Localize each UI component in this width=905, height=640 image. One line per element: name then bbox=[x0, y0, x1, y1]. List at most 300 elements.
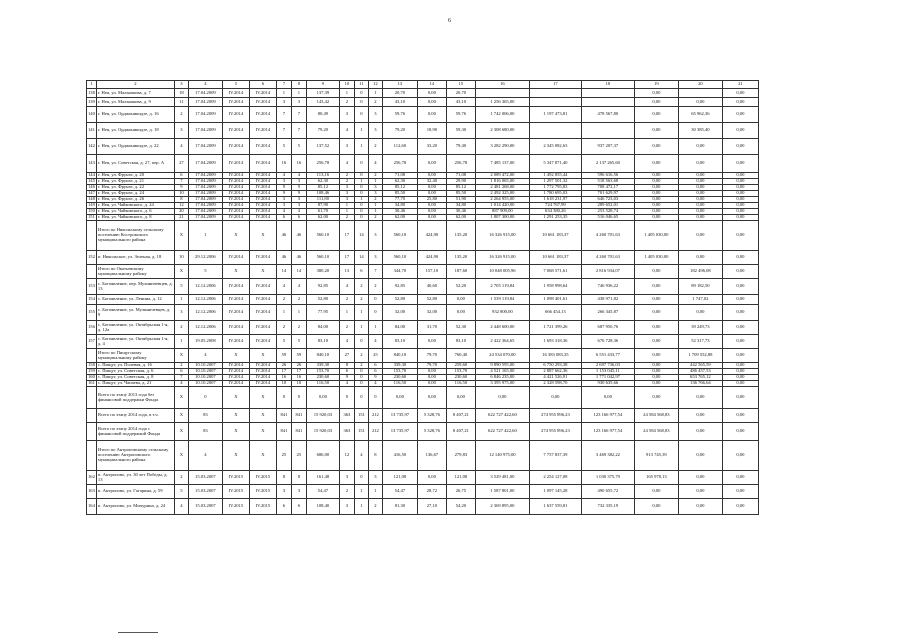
table-cell: 81,30 bbox=[382, 499, 417, 515]
table-cell: 4 521 165,00 bbox=[475, 369, 529, 375]
column-number-cell: 19 bbox=[634, 81, 678, 89]
table-cell: 0,00 bbox=[306, 387, 339, 409]
table-cell: 0,00 bbox=[722, 139, 758, 155]
table-cell: 2 254 127,08 bbox=[529, 471, 581, 485]
table-cell: 3 bbox=[368, 221, 382, 251]
column-number-cell: 17 bbox=[529, 81, 581, 89]
table-cell: 113,16 bbox=[306, 173, 339, 179]
table-cell: 256,78 bbox=[306, 155, 339, 173]
table-cell: 1 693 318,36 bbox=[529, 335, 581, 349]
column-number-cell: 15 bbox=[446, 81, 475, 89]
table-cell: 4 bbox=[368, 335, 382, 349]
table-cell: 17 bbox=[276, 369, 291, 375]
table-cell: 1 bbox=[188, 221, 222, 251]
table-cell: 1 197 473,81 bbox=[529, 107, 581, 123]
table-cell: 2 bbox=[368, 279, 382, 295]
table-cell: 59,76 bbox=[446, 107, 475, 123]
table-cell: 3 bbox=[339, 197, 354, 203]
table-cell: 2 bbox=[276, 295, 291, 305]
table-cell: 1 bbox=[354, 499, 368, 515]
table-cell: 0,00 bbox=[722, 107, 758, 123]
address-cell: г. Нея, ул. Фрунзе, д. 21 bbox=[96, 179, 174, 185]
table-cell: 1 153 045,11 bbox=[581, 369, 634, 375]
table-cell: 2 137 265,60 bbox=[581, 155, 634, 173]
table-cell: 8 bbox=[368, 441, 382, 471]
table-cell: 7 bbox=[174, 375, 188, 381]
table-cell: 416,50 bbox=[382, 441, 417, 471]
table-cell: IV.2014 bbox=[249, 185, 276, 191]
table-cell: 6 551 433,77 bbox=[581, 349, 634, 363]
table-cell: 3 395 975,00 bbox=[475, 381, 529, 387]
table-cell: 4 bbox=[339, 335, 354, 349]
table-cell: 7 485 137,00 bbox=[475, 155, 529, 173]
table-cell: 7 068 571,61 bbox=[529, 265, 581, 279]
table-row bbox=[87, 89, 759, 98]
table-cell: IV.2014 bbox=[249, 179, 276, 185]
table-cell bbox=[87, 441, 97, 471]
table-cell: 12 bbox=[174, 203, 188, 209]
table-cell: 46 bbox=[276, 221, 291, 251]
table-cell: 0,00 bbox=[417, 107, 446, 123]
table-cell: 212 bbox=[368, 423, 382, 441]
table-cell: IV.2015 bbox=[222, 485, 249, 499]
table-cell: 363 bbox=[339, 409, 354, 423]
table-cell: 230,60 bbox=[382, 375, 417, 381]
table-cell: 0,00 bbox=[678, 98, 722, 107]
address-cell: Всего по этапу 2014 года с финансовой поддержкой Фонда bbox=[96, 423, 174, 441]
table-cell: 478 567,80 bbox=[581, 107, 634, 123]
table-cell: 0,00 bbox=[634, 363, 678, 369]
column-number-cell: 5 bbox=[222, 81, 249, 89]
table-cell: IV.2014 bbox=[222, 191, 249, 197]
table-cell: 732 335,19 bbox=[581, 499, 634, 515]
table-cell: 10 bbox=[291, 381, 306, 387]
table-cell: 153 bbox=[87, 279, 97, 295]
table-cell: 85,12 bbox=[382, 185, 417, 191]
table-cell: 1 bbox=[276, 89, 291, 98]
table-cell: 256,78 bbox=[382, 155, 417, 173]
table-cell: 0,00 bbox=[722, 375, 758, 381]
table-cell: 4 bbox=[339, 123, 354, 139]
table-cell: 676 728,36 bbox=[581, 335, 634, 349]
table-cell: 20,70 bbox=[382, 89, 417, 98]
table-cell: 0,00 bbox=[722, 381, 758, 387]
table-cell: 0,00 bbox=[678, 387, 722, 409]
table-cell: 32,40 bbox=[417, 179, 446, 185]
table-cell: 1 721 399,26 bbox=[529, 321, 581, 335]
column-number-cell: 10 bbox=[339, 81, 354, 89]
table-cell: 0,00 bbox=[722, 423, 758, 441]
table-cell: 1 bbox=[354, 305, 368, 321]
table-cell: 2 bbox=[368, 197, 382, 203]
table-cell: 0,00 bbox=[382, 387, 417, 409]
column-number-cell: 11 bbox=[354, 81, 368, 89]
table-cell: 2 448 600,00 bbox=[475, 321, 529, 335]
table-cell: 0,00 bbox=[634, 197, 678, 203]
table-cell: 2 bbox=[339, 98, 354, 107]
table-cell: 25 bbox=[368, 349, 382, 363]
table-cell: 155 bbox=[87, 305, 97, 321]
table-cell: 159 bbox=[88, 368, 95, 374]
table-cell: 5 bbox=[291, 335, 306, 349]
table-cell: 1 bbox=[174, 335, 188, 349]
table-cell: 17.04.2009 bbox=[188, 107, 222, 123]
table-cell: 760,40 bbox=[446, 349, 475, 363]
column-number-cell: 4 bbox=[188, 81, 222, 89]
table-cell: 13 735,97 bbox=[382, 409, 417, 423]
table-cell: X bbox=[174, 349, 188, 363]
table-cell: 1 bbox=[354, 179, 368, 185]
table-cell: 0,00 bbox=[722, 179, 758, 185]
address-cell: г. Нея, ул. Малышкова, д. 9 bbox=[96, 98, 174, 107]
table-cell: IV.2014 bbox=[249, 295, 276, 305]
table-cell: 0,00 bbox=[722, 409, 758, 423]
table-cell: 0,00 bbox=[722, 155, 758, 173]
table-cell: 6 bbox=[276, 215, 291, 221]
table-cell: 5 328,76 bbox=[417, 409, 446, 423]
table-cell: 84,00 bbox=[382, 321, 417, 335]
table-cell: 0,00 bbox=[678, 191, 722, 197]
table-cell: 5 bbox=[276, 139, 291, 155]
table-cell: 153,70 bbox=[382, 369, 417, 375]
table-cell: 2 bbox=[174, 321, 188, 335]
table-cell: 666 454,13 bbox=[529, 305, 581, 321]
table-cell: 3 bbox=[291, 485, 306, 499]
column-number-cell: 1 bbox=[87, 81, 97, 89]
address-cell: г. Нея, ул. Орджоникидзе, д. 18 bbox=[96, 123, 174, 139]
table-cell: 39 249,73 bbox=[678, 321, 722, 335]
table-cell: 158 bbox=[88, 362, 95, 368]
table-cell: X bbox=[249, 221, 276, 251]
table-cell: 0,00 bbox=[417, 203, 446, 209]
table-cell: 26 bbox=[291, 363, 306, 369]
table-cell: 54,20 bbox=[446, 499, 475, 515]
table-cell: 1 637 559,81 bbox=[529, 499, 581, 515]
table-cell: 89 182,50 bbox=[678, 279, 722, 295]
table-cell: 930 635,66 bbox=[581, 381, 634, 387]
table-cell: 108,46 bbox=[306, 191, 339, 197]
table-cell: 7 757 837,39 bbox=[529, 441, 581, 471]
table-cell: 54,47 bbox=[382, 485, 417, 499]
table-cell: X bbox=[222, 387, 249, 409]
table-cell: 12.12.2006 bbox=[188, 321, 222, 335]
table-cell: 0,00 bbox=[678, 499, 722, 515]
table-cell: 6 bbox=[291, 499, 306, 515]
table-cell: X bbox=[249, 423, 276, 441]
table-cell: 2 bbox=[354, 295, 368, 305]
table-cell: 16 383 083,35 bbox=[529, 349, 581, 363]
table-cell: X bbox=[249, 349, 276, 363]
table-cell: 17.04.2009 bbox=[188, 155, 222, 173]
table-cell: 116,50 bbox=[446, 381, 475, 387]
column-number-cell: 20 bbox=[678, 81, 722, 89]
table-cell: X bbox=[174, 441, 188, 471]
table-cell: IV.2014 bbox=[222, 251, 249, 265]
table-cell bbox=[475, 89, 529, 98]
table-cell: 746 936,22 bbox=[581, 279, 634, 295]
table-cell: 0,00 bbox=[678, 203, 722, 209]
column-number-cell: 16 bbox=[475, 81, 529, 89]
table-cell: 0,00 bbox=[475, 387, 529, 409]
table-cell bbox=[529, 98, 581, 107]
table-cell: X bbox=[222, 423, 249, 441]
table-cell bbox=[87, 423, 97, 441]
table-cell: 1 747,02 bbox=[678, 295, 722, 305]
table-cell: 1 bbox=[339, 203, 354, 209]
table-cell: 0,00 bbox=[722, 89, 758, 98]
table-cell: 19.05.2008 bbox=[188, 335, 222, 349]
table-cell: 52,30 bbox=[446, 321, 475, 335]
table-cell: 0,00 bbox=[722, 251, 758, 265]
table-cell: 9 bbox=[339, 375, 354, 381]
table-cell: 161,48 bbox=[306, 471, 339, 485]
table-cell: IV.2014 bbox=[249, 173, 276, 179]
table-cell: 15.03.2007 bbox=[188, 485, 222, 499]
table-cell: 6 bbox=[339, 369, 354, 375]
table-cell: 622 727 422,60 bbox=[475, 409, 529, 423]
table-cell: 13 735,97 bbox=[382, 423, 417, 441]
table-cell: 4 bbox=[174, 381, 188, 387]
table-cell: IV.2014 bbox=[222, 335, 249, 349]
address-cell: с. Богоявление, ул. Мулиничевцев, д. 9 bbox=[96, 305, 174, 321]
table-cell: X bbox=[222, 265, 249, 279]
table-cell: IV.2014 bbox=[249, 375, 276, 381]
table-cell: 1 014 420,00 bbox=[475, 203, 529, 209]
table-cell: IV.2014 bbox=[249, 279, 276, 295]
table-cell: 30,46 bbox=[382, 209, 417, 215]
table-cell: IV.2014 bbox=[222, 123, 249, 139]
table-cell: 79,70 bbox=[417, 363, 446, 369]
table-cell: 83,10 bbox=[306, 335, 339, 349]
table-cell: 0,00 bbox=[634, 107, 678, 123]
table-cell: 0,00 bbox=[678, 409, 722, 423]
table-cell: 2 bbox=[339, 179, 354, 185]
table-cell: IV.2014 bbox=[222, 139, 249, 155]
table-cell: 20 bbox=[174, 209, 188, 215]
table-cell: 0,00 bbox=[446, 305, 475, 321]
table-cell: 0,00 bbox=[581, 387, 634, 409]
table-cell: 4 bbox=[368, 381, 382, 387]
column-number-cell: 12 bbox=[368, 81, 382, 89]
table-cell: 708 472,17 bbox=[581, 185, 634, 191]
table-cell: IV.2014 bbox=[222, 89, 249, 98]
table-cell: 5 bbox=[174, 279, 188, 295]
table-cell: 0,00 bbox=[722, 499, 758, 515]
table-row bbox=[87, 265, 759, 279]
table-cell: IV.2014 bbox=[249, 305, 276, 321]
table-cell: 2 697 736,03 bbox=[581, 363, 634, 369]
column-number-cell: 18 bbox=[581, 81, 634, 89]
table-row bbox=[87, 155, 759, 173]
table-cell: IV.2014 bbox=[222, 381, 249, 387]
table-cell: 2 bbox=[354, 349, 368, 363]
table-cell: 2 bbox=[174, 363, 188, 369]
table-cell: IV.2014 bbox=[249, 89, 276, 98]
table-cell: 0,00 bbox=[634, 321, 678, 335]
table-cell: 0,00 bbox=[634, 375, 678, 381]
table-cell: 0,00 bbox=[634, 191, 678, 197]
table-cell: 34,80 bbox=[382, 203, 417, 209]
table-cell: 15 920,03 bbox=[306, 423, 339, 441]
table-cell: IV.2014 bbox=[222, 321, 249, 335]
table-cell: 3 282 290,00 bbox=[475, 139, 529, 155]
table-cell: 136 766,64 bbox=[678, 381, 722, 387]
table-cell: X bbox=[174, 221, 188, 251]
table-cell: 145 bbox=[88, 178, 95, 184]
table-cell: 12 bbox=[339, 441, 354, 471]
table-cell: 43,10 bbox=[446, 98, 475, 107]
address-cell: г. Нея, ул. Малышкова, д. 7 bbox=[96, 89, 174, 98]
table-cell bbox=[87, 409, 97, 423]
table-cell: 1 618 231,97 bbox=[529, 197, 581, 203]
table-cell: 653 765,12 bbox=[678, 375, 722, 381]
table-cell: 266 345,87 bbox=[581, 305, 634, 321]
table-cell: 13 bbox=[339, 265, 354, 279]
table-cell: 33,20 bbox=[417, 139, 446, 155]
table-cell: 9 bbox=[368, 375, 382, 381]
table-cell: 2 492 325,00 bbox=[475, 191, 529, 197]
address-cell: Итого по Пищугскому муниципальному району bbox=[96, 349, 174, 363]
table-cell: 46 bbox=[291, 251, 306, 265]
table-cell: 2 481 268,00 bbox=[475, 185, 529, 191]
table-cell: 6 bbox=[368, 369, 382, 375]
table-cell: 0 bbox=[354, 471, 368, 485]
table-cell: 0,00 bbox=[417, 155, 446, 173]
address-cell: с. Богоявление, ул. Октябрьская 1-я, д. 4 bbox=[96, 335, 174, 349]
table-cell: 24 534 070,00 bbox=[475, 349, 529, 363]
table-cell: 0,00 bbox=[722, 265, 758, 279]
table-cell: 161 bbox=[88, 380, 95, 386]
table-row bbox=[87, 139, 759, 155]
column-number-cell: 8 bbox=[291, 81, 306, 89]
table-cell: 1 bbox=[354, 139, 368, 155]
table-cell: 2 bbox=[291, 295, 306, 305]
table-cell: 3 bbox=[368, 191, 382, 197]
table-cell: 62,00 bbox=[382, 215, 417, 221]
table-cell: 10 bbox=[276, 381, 291, 387]
table-cell: 0,00 bbox=[722, 215, 758, 221]
table-cell: 0 bbox=[354, 209, 368, 215]
table-cell: 79,70 bbox=[417, 349, 446, 363]
table-cell: 40,60 bbox=[417, 279, 446, 295]
column-number-cell: 9 bbox=[306, 81, 339, 89]
table-cell: 0,00 bbox=[722, 305, 758, 321]
table-cell: 157,10 bbox=[417, 265, 446, 279]
table-row bbox=[87, 335, 759, 349]
table-cell: 116,50 bbox=[382, 381, 417, 387]
table-cell: IV.2014 bbox=[222, 369, 249, 375]
housing-program-table bbox=[86, 80, 759, 515]
table-cell: 85,12 bbox=[446, 185, 475, 191]
table-cell: 6 750 293,38 bbox=[529, 363, 581, 369]
table-cell: 83,10 bbox=[446, 335, 475, 349]
table-cell: 6 bbox=[368, 363, 382, 369]
table-row bbox=[87, 251, 759, 265]
table-cell: 7 bbox=[291, 123, 306, 139]
table-cell: 46 bbox=[291, 221, 306, 251]
table-cell: 17.04.2009 bbox=[188, 185, 222, 191]
table-cell: IV.2014 bbox=[249, 215, 276, 221]
table-cell: 0 bbox=[354, 387, 368, 409]
table-cell: IV.2014 bbox=[249, 335, 276, 349]
table-cell: 0,00 bbox=[634, 203, 678, 209]
table-cell: 2 308 680,00 bbox=[475, 123, 529, 139]
table-cell: 4 260 701,63 bbox=[581, 221, 634, 251]
table-cell: IV.2014 bbox=[249, 139, 276, 155]
table-cell: 5 bbox=[276, 335, 291, 349]
table-cell: 0,00 bbox=[634, 485, 678, 499]
table-cell: 0,00 bbox=[678, 251, 722, 265]
table-cell: 516 046,65 bbox=[581, 215, 634, 221]
table-cell: 3 bbox=[291, 197, 306, 203]
table-cell: 1 bbox=[368, 321, 382, 335]
table-cell: 442 565,59 bbox=[678, 363, 722, 369]
table-cell: 9 890 595,00 bbox=[475, 363, 529, 369]
table-cell: 80,49 bbox=[306, 107, 339, 123]
table-cell: 112,60 bbox=[382, 139, 417, 155]
address-cell: с. Пищуг, ул. Советская, д. 8 bbox=[96, 375, 174, 381]
table-cell: 0,00 bbox=[678, 173, 722, 179]
table-row bbox=[87, 321, 759, 335]
table-cell: 10.10.2007 bbox=[188, 381, 222, 387]
table-cell: 92,85 bbox=[382, 279, 417, 295]
table-cell: 0,00 bbox=[634, 369, 678, 375]
table-cell: 2 bbox=[354, 363, 368, 369]
table-cell: 16 326 915,00 bbox=[475, 221, 529, 251]
table-cell: 149 bbox=[88, 202, 95, 208]
table-cell: IV.2014 bbox=[249, 197, 276, 203]
table-row bbox=[87, 423, 759, 441]
table-cell: 135,20 bbox=[446, 221, 475, 251]
table-cell: 15.03.2007 bbox=[188, 499, 222, 515]
table-cell: 16 326 915,00 bbox=[475, 251, 529, 265]
table-cell: 52,80 bbox=[306, 295, 339, 305]
table-cell: 2 887 662,36 bbox=[529, 369, 581, 375]
table-cell: 18,90 bbox=[417, 123, 446, 139]
table-cell: 2 bbox=[368, 499, 382, 515]
address-cell: Итого по Антроповскому сельскому поселению Антроповского муниципального района bbox=[96, 441, 174, 471]
table-cell: 17 bbox=[339, 221, 354, 251]
table-cell: IV.2014 bbox=[222, 363, 249, 369]
table-cell: 3 bbox=[368, 107, 382, 123]
table-cell: IV.2014 bbox=[222, 305, 249, 321]
table-cell: 17.04.2009 bbox=[188, 197, 222, 203]
table-cell: 10.10.2007 bbox=[188, 369, 222, 375]
table-cell: 1 816 065,00 bbox=[475, 179, 529, 185]
table-cell: 0,00 bbox=[678, 185, 722, 191]
table-cell: 17.04.2009 bbox=[188, 123, 222, 139]
table-cell: 1 bbox=[368, 209, 382, 215]
table-cell: 9 bbox=[276, 185, 291, 191]
table-cell: 0,00 bbox=[722, 123, 758, 139]
table-cell: 1 030 375,79 bbox=[581, 471, 634, 485]
address-cell: с. Пищуг, ул. Советская, д. 6 bbox=[96, 369, 174, 375]
table-cell: 142 bbox=[87, 139, 97, 155]
table-cell: 3 bbox=[291, 179, 306, 185]
table-cell: 0,00 bbox=[529, 387, 581, 409]
table-cell: 0,00 bbox=[634, 279, 678, 295]
table-cell: 77,95 bbox=[306, 305, 339, 321]
table-cell: IV.2014 bbox=[249, 155, 276, 173]
table-cell: 3 bbox=[276, 485, 291, 499]
table-cell: 0,00 bbox=[634, 139, 678, 155]
table-cell: 0,00 bbox=[634, 89, 678, 98]
table-cell: 1 bbox=[368, 203, 382, 209]
table-cell: 1 bbox=[354, 485, 368, 499]
table-cell: 6 bbox=[276, 499, 291, 515]
table-cell: 4 bbox=[276, 279, 291, 295]
table-cell: 289 652,01 bbox=[581, 203, 634, 209]
